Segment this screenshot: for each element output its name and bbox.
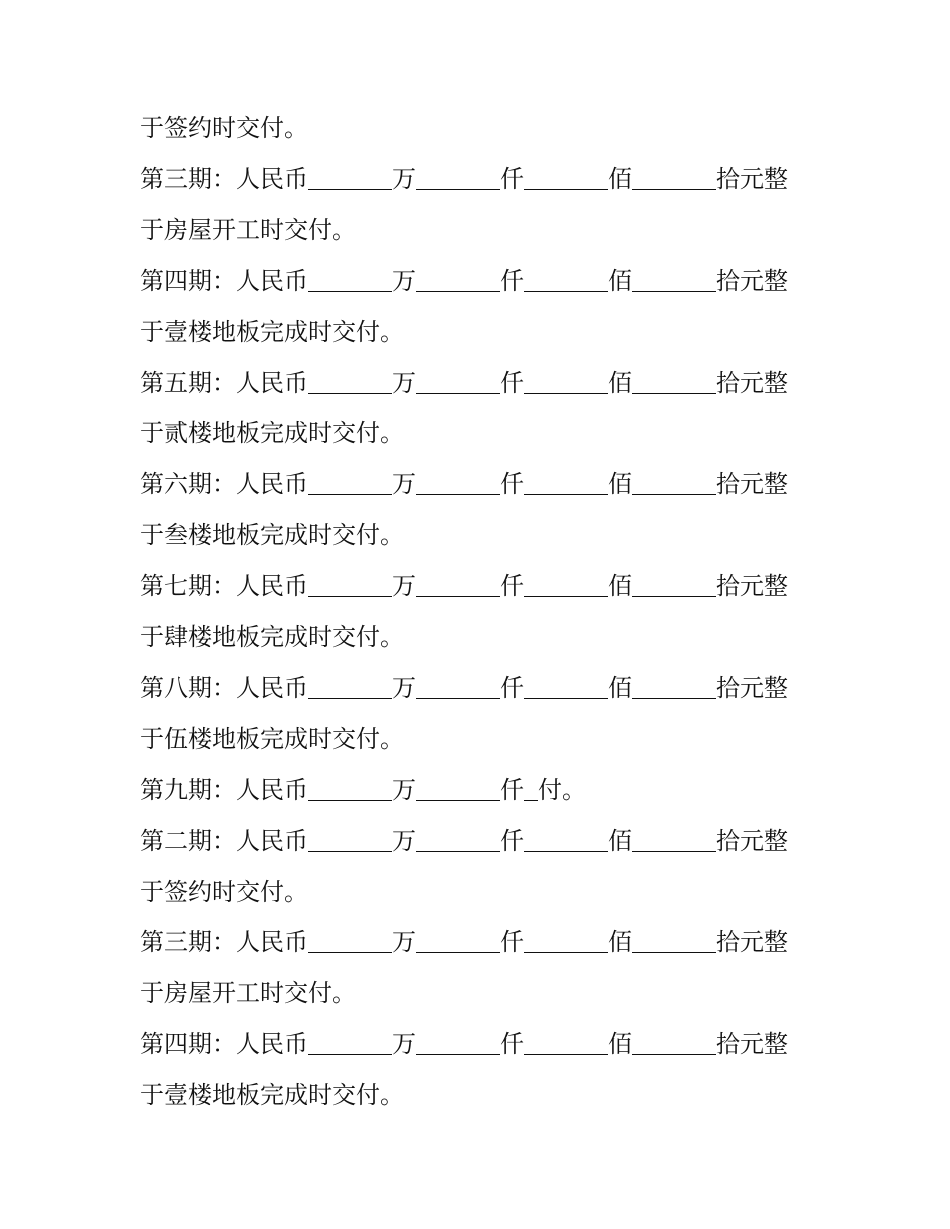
amount-blank	[416, 1030, 500, 1055]
currency-unit: 仟	[500, 572, 524, 601]
payment-line	[140, 775, 586, 805]
installment-label: 第四期：人民币	[140, 1030, 308, 1059]
paragraph-line: 于壹楼地板完成时交付。	[140, 1081, 404, 1110]
currency-unit: 仟	[500, 368, 524, 397]
payment-line	[140, 164, 788, 194]
amount-blank	[308, 674, 392, 699]
payment-line	[140, 266, 788, 296]
currency-unit: 拾元整	[716, 266, 788, 295]
amount-blank	[308, 572, 392, 597]
currency-unit: 佰	[608, 164, 632, 193]
paragraph-line: 于房屋开工时交付。	[140, 979, 356, 1008]
amount-blank	[308, 776, 392, 801]
installment-label: 第三期：人民币	[140, 928, 308, 957]
currency-unit: 仟	[500, 928, 524, 957]
installment-label: 第五期：人民币	[140, 368, 308, 397]
tail-text: 付。	[538, 775, 586, 804]
currency-unit: 仟	[500, 470, 524, 499]
paragraph-line: 于贰楼地板完成时交付。	[140, 419, 404, 448]
currency-unit: 仟	[500, 775, 524, 804]
installment-label: 第三期：人民币	[140, 164, 308, 193]
paragraph-line: 于壹楼地板完成时交付。	[140, 317, 404, 346]
payment-line	[140, 571, 788, 601]
amount-blank	[308, 165, 392, 190]
currency-unit: 万	[392, 368, 416, 397]
payment-line	[140, 826, 788, 856]
paragraph-line: 于肆楼地板完成时交付。	[140, 623, 404, 651]
amount-blank	[632, 267, 716, 292]
currency-unit: 万	[392, 1030, 416, 1059]
amount-blank	[632, 674, 716, 699]
currency-unit: 仟	[500, 164, 524, 193]
currency-unit: 佰	[608, 673, 632, 702]
amount-blank	[416, 776, 500, 801]
currency-unit: 万	[392, 775, 416, 804]
amount-blank	[416, 165, 500, 190]
amount-blank	[632, 572, 716, 597]
payment-line	[140, 1029, 788, 1059]
currency-unit: 万	[392, 928, 416, 957]
installment-label: 第二期：人民币	[140, 826, 308, 855]
amount-blank	[632, 1030, 716, 1055]
amount-blank	[632, 928, 716, 953]
currency-unit: 拾元整	[716, 673, 788, 702]
paragraph-line: 于叁楼地板完成时交付。	[140, 521, 404, 550]
amount-blank	[524, 827, 608, 852]
amount-blank	[524, 1030, 608, 1055]
amount-blank	[524, 572, 608, 597]
amount-blank	[416, 470, 500, 495]
amount-blank	[416, 928, 500, 953]
amount-blank	[524, 928, 608, 953]
currency-unit: 拾元整	[716, 572, 788, 601]
currency-unit: 拾元整	[716, 826, 788, 855]
currency-unit: 拾元整	[716, 164, 788, 193]
currency-unit: 仟	[500, 826, 524, 855]
currency-unit: 佰	[608, 470, 632, 499]
paragraph-line: 于签约时交付。	[140, 877, 308, 906]
currency-unit: 万	[392, 266, 416, 295]
currency-unit: 佰	[608, 826, 632, 855]
amount-blank	[632, 369, 716, 394]
amount-blank	[416, 369, 500, 394]
currency-unit: 万	[392, 826, 416, 855]
amount-blank	[524, 369, 608, 394]
amount-blank	[308, 470, 392, 495]
amount-blank	[308, 267, 392, 292]
amount-blank	[416, 674, 500, 699]
currency-unit: 万	[392, 572, 416, 601]
amount-blank	[524, 470, 608, 495]
currency-unit: 佰	[608, 928, 632, 957]
currency-unit: 万	[392, 470, 416, 499]
paragraph-line: 于房屋开工时交付。	[140, 215, 356, 244]
amount-blank	[308, 928, 392, 953]
amount-blank	[308, 827, 392, 852]
currency-unit: 仟	[500, 1030, 524, 1059]
currency-unit: 佰	[608, 266, 632, 295]
payment-line	[140, 469, 788, 499]
amount-blank	[632, 470, 716, 495]
amount-blank	[524, 674, 608, 699]
paragraph-line: 于签约时交付。	[140, 114, 308, 142]
amount-blank	[632, 827, 716, 852]
installment-label: 第八期：人民币	[140, 673, 308, 702]
installment-label: 第九期：人民币	[140, 775, 308, 804]
currency-unit: 仟	[500, 266, 524, 295]
amount-blank	[416, 827, 500, 852]
currency-unit: 万	[392, 164, 416, 193]
currency-unit: 拾元整	[716, 470, 788, 499]
paragraph-line: 于伍楼地板完成时交付。	[140, 724, 404, 753]
currency-unit: 佰	[608, 368, 632, 397]
amount-blank	[416, 572, 500, 597]
installment-label: 第七期：人民币	[140, 572, 308, 601]
currency-unit: 仟	[500, 673, 524, 702]
installment-label: 第四期：人民币	[140, 266, 308, 295]
amount-blank	[632, 165, 716, 190]
currency-unit: 万	[392, 673, 416, 702]
amount-blank	[524, 776, 538, 801]
currency-unit: 佰	[608, 572, 632, 601]
payment-line	[140, 673, 788, 703]
installment-label: 第六期：人民币	[140, 470, 308, 499]
currency-unit: 佰	[608, 1030, 632, 1059]
amount-blank	[524, 267, 608, 292]
amount-blank	[416, 267, 500, 292]
payment-line	[140, 368, 788, 398]
amount-blank	[308, 369, 392, 394]
currency-unit: 拾元整	[716, 368, 788, 397]
amount-blank	[308, 1030, 392, 1055]
amount-blank	[524, 165, 608, 190]
currency-unit: 拾元整	[716, 928, 788, 957]
currency-unit: 拾元整	[716, 1030, 788, 1059]
payment-line	[140, 927, 788, 957]
